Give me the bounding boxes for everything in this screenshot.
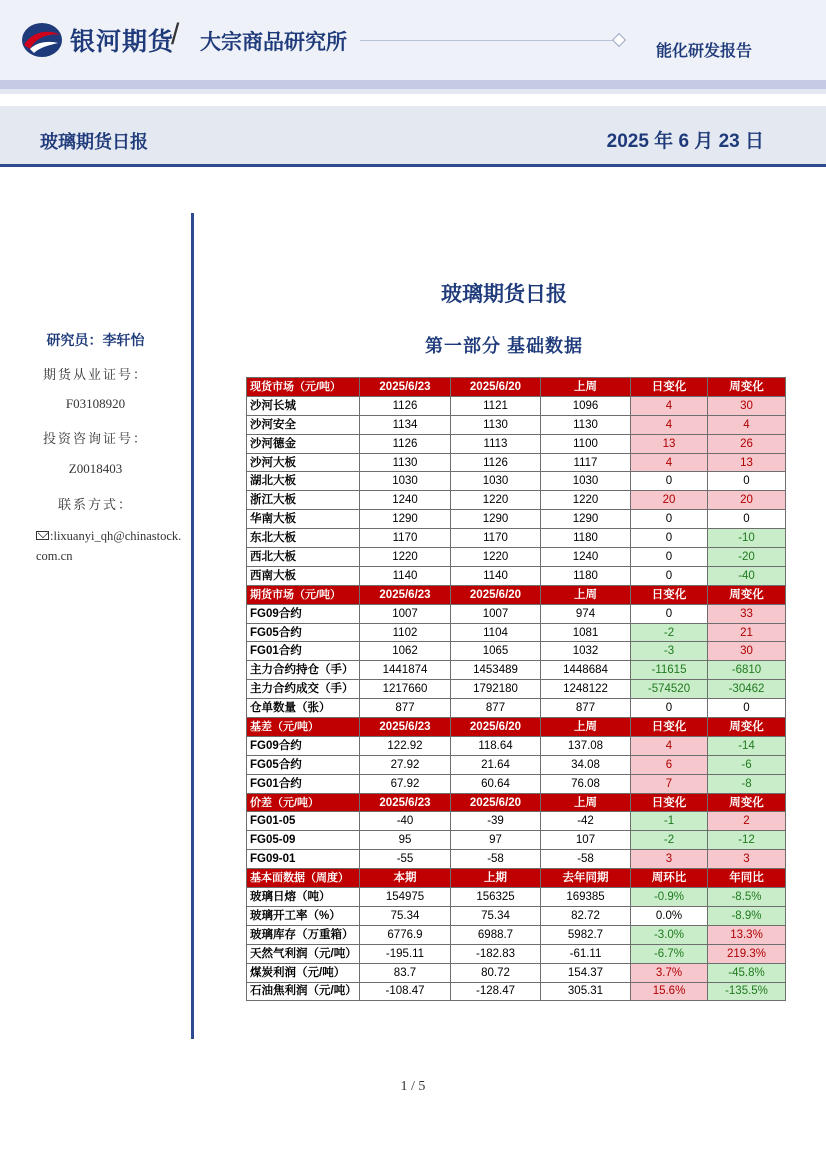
data-cell: 1290: [541, 510, 631, 529]
table-row: [247, 812, 786, 831]
table-row: [247, 396, 786, 415]
data-cell: -30462: [708, 680, 786, 699]
data-cell: -3.0%: [631, 925, 708, 944]
data-cell: -574520: [631, 680, 708, 699]
data-cell: 26: [708, 434, 786, 453]
table-row: [247, 661, 786, 680]
row-label: 沙河长城: [247, 396, 360, 415]
row-label: FG01合约: [247, 642, 360, 661]
data-cell: 0: [708, 699, 786, 718]
row-label: 浙江大板: [247, 491, 360, 510]
data-cell: 1065: [451, 642, 541, 661]
data-cell: 154.37: [541, 963, 631, 982]
header-cell: 2025/6/20: [451, 793, 541, 812]
data-cell: 1117: [541, 453, 631, 472]
data-cell: 0: [708, 510, 786, 529]
header-cell: 日变化: [631, 585, 708, 604]
table-row: [247, 963, 786, 982]
data-cell: 1130: [360, 453, 451, 472]
document-title: 玻璃期货日报: [441, 283, 567, 306]
data-cell: 21.64: [451, 755, 541, 774]
data-cell: 33: [708, 604, 786, 623]
data-cell: 1170: [360, 529, 451, 548]
data-cell: 7: [631, 774, 708, 793]
table-row: [247, 623, 786, 642]
data-cell: 1180: [541, 566, 631, 585]
row-label: FG09合约: [247, 736, 360, 755]
data-cell: 1217660: [360, 680, 451, 699]
table-row: [247, 850, 786, 869]
data-cell: 877: [541, 699, 631, 718]
data-cell: 1121: [451, 396, 541, 415]
page-number: 1 / 5: [400, 1079, 426, 1094]
data-cell: 1007: [451, 604, 541, 623]
header-cell: 基本面数据（周度）: [247, 869, 360, 888]
consult-value: Z0018403: [68, 461, 123, 476]
data-cell: -40: [360, 812, 451, 831]
header-cell: 年同比: [708, 869, 786, 888]
data-cell: -3: [631, 642, 708, 661]
data-cell: 1126: [360, 396, 451, 415]
data-cell: 137.08: [541, 736, 631, 755]
header-cell: 上周: [541, 378, 631, 397]
data-cell: 75.34: [451, 906, 541, 925]
header-cell: 期货市场（元/吨）: [247, 585, 360, 604]
header-cell: 2025/6/20: [451, 718, 541, 737]
header-cell: 周变化: [708, 793, 786, 812]
institute-name: 大宗商品研究所: [200, 31, 347, 54]
data-cell: -55: [360, 850, 451, 869]
row-label: 玻璃开工率（%）: [247, 906, 360, 925]
row-label: 煤炭利润（元/吨）: [247, 963, 360, 982]
data-cell: -8: [708, 774, 786, 793]
table-section-header: [247, 378, 786, 397]
data-cell: 15.6%: [631, 982, 708, 1001]
data-cell: 97: [451, 831, 541, 850]
table-row: [247, 566, 786, 585]
table-row: [247, 680, 786, 699]
data-cell: -108.47: [360, 982, 451, 1001]
table-row: [247, 491, 786, 510]
data-cell: 3: [631, 850, 708, 869]
data-cell: -58: [451, 850, 541, 869]
header-cell: 2025/6/20: [451, 378, 541, 397]
table-section-header: [247, 793, 786, 812]
data-cell: 82.72: [541, 906, 631, 925]
table-row: [247, 888, 786, 907]
data-cell: -42: [541, 812, 631, 831]
department-label: 能化研发报告: [655, 43, 752, 60]
data-cell: 6988.7: [451, 925, 541, 944]
data-cell: -6.7%: [631, 944, 708, 963]
data-cell: 0: [631, 529, 708, 548]
data-cell: 4: [631, 396, 708, 415]
data-cell: 1290: [360, 510, 451, 529]
data-cell: 83.7: [360, 963, 451, 982]
data-cell: 80.72: [451, 963, 541, 982]
data-cell: 67.92: [360, 774, 451, 793]
data-cell: 0: [708, 472, 786, 491]
data-cell: 877: [360, 699, 451, 718]
header-cell: 日变化: [631, 718, 708, 737]
data-cell: 1032: [541, 642, 631, 661]
row-label: 主力合约持仓（手）: [247, 661, 360, 680]
data-cell: -8.9%: [708, 906, 786, 925]
data-cell: 30: [708, 396, 786, 415]
data-cell: 27.92: [360, 755, 451, 774]
row-label: 华南大板: [247, 510, 360, 529]
data-cell: 76.08: [541, 774, 631, 793]
data-cell: 1126: [451, 453, 541, 472]
data-cell: 122.92: [360, 736, 451, 755]
brand-name: 银河期货: [70, 28, 175, 56]
header-cell: 2025/6/23: [360, 378, 451, 397]
data-cell: 1240: [360, 491, 451, 510]
data-cell: 4: [631, 453, 708, 472]
contact-email[interactable]: :lixuanyi_qh@chinastock.com.cn: [36, 529, 182, 563]
row-label: FG01-05: [247, 812, 360, 831]
data-cell: -12: [708, 831, 786, 850]
data-cell: 4: [631, 415, 708, 434]
data-cell: 1096: [541, 396, 631, 415]
header-stripe: [0, 80, 826, 89]
row-label: FG01合约: [247, 774, 360, 793]
row-label: 西北大板: [247, 548, 360, 567]
data-cell: 1030: [360, 472, 451, 491]
section-title: 第一部分 基础数据: [424, 336, 583, 356]
table-row: [247, 472, 786, 491]
data-cell: 1220: [451, 491, 541, 510]
data-cell: -39: [451, 812, 541, 831]
data-cell: -2: [631, 831, 708, 850]
data-cell: 2: [708, 812, 786, 831]
data-cell: -58: [541, 850, 631, 869]
data-cell: -6810: [708, 661, 786, 680]
data-cell: 34.08: [541, 755, 631, 774]
data-cell: -2: [631, 623, 708, 642]
researcher-name: 研究员：李轩怡: [46, 332, 145, 348]
row-label: 玻璃日熔（吨）: [247, 888, 360, 907]
data-cell: 219.3%: [708, 944, 786, 963]
data-cell: 1140: [451, 566, 541, 585]
table-row: [247, 774, 786, 793]
data-cell: 1130: [541, 415, 631, 434]
table-row: [247, 982, 786, 1001]
data-cell: -128.47: [451, 982, 541, 1001]
data-cell: 21: [708, 623, 786, 642]
data-cell: 20: [631, 491, 708, 510]
data-cell: 6776.9: [360, 925, 451, 944]
report-date: 2025 年 6 月 23 日: [606, 131, 764, 152]
data-cell: 0: [631, 548, 708, 567]
email-text[interactable]: lixuanyi_qh@chinastock.com.cn: [36, 529, 182, 563]
data-cell: -61.11: [541, 944, 631, 963]
data-cell: 1220: [541, 491, 631, 510]
table-row: [247, 510, 786, 529]
data-cell: 1062: [360, 642, 451, 661]
header-cell: 日变化: [631, 378, 708, 397]
license-label: 期货从业证号：: [42, 367, 148, 382]
data-cell: 0: [631, 604, 708, 623]
header-cell: 上周: [541, 718, 631, 737]
header-cell: 周环比: [631, 869, 708, 888]
table-section-header: [247, 869, 786, 888]
data-cell: -14: [708, 736, 786, 755]
data-cell: -182.83: [451, 944, 541, 963]
data-cell: 1792180: [451, 680, 541, 699]
header-cell: 基差（元/吨）: [247, 718, 360, 737]
data-cell: 1134: [360, 415, 451, 434]
row-label: 沙河德金: [247, 434, 360, 453]
data-cell: -135.5%: [708, 982, 786, 1001]
data-cell: 1441874: [360, 661, 451, 680]
data-cell: 1113: [451, 434, 541, 453]
data-cell: 154975: [360, 888, 451, 907]
data-cell: 1007: [360, 604, 451, 623]
report-title: 玻璃期货日报: [40, 132, 148, 152]
contact-label: 联系方式：: [57, 497, 133, 512]
header-cell: 价差（元/吨）: [247, 793, 360, 812]
table-row: [247, 831, 786, 850]
data-cell: 4: [631, 736, 708, 755]
data-cell: 169385: [541, 888, 631, 907]
header-cell: 上周: [541, 793, 631, 812]
table-row: [247, 925, 786, 944]
header-cell: 周变化: [708, 585, 786, 604]
brand-separator: /: [171, 18, 180, 51]
table-row: [247, 529, 786, 548]
table-section-header: [247, 718, 786, 737]
table-row: [247, 906, 786, 925]
header-cell: 去年同期: [541, 869, 631, 888]
data-cell: -8.5%: [708, 888, 786, 907]
consult-label: 投资咨询证号：: [42, 431, 148, 446]
data-cell: -45.8%: [708, 963, 786, 982]
data-cell: 1030: [451, 472, 541, 491]
data-cell: 4: [708, 415, 786, 434]
data-cell: -11615: [631, 661, 708, 680]
data-cell: 13: [708, 453, 786, 472]
header-cell: 本期: [360, 869, 451, 888]
row-label: FG05合约: [247, 623, 360, 642]
row-label: 主力合约成交（手）: [247, 680, 360, 699]
table-row: [247, 755, 786, 774]
data-cell: -20: [708, 548, 786, 567]
decorative-line: [360, 40, 615, 41]
galaxy-logo-icon: [20, 21, 64, 59]
data-cell: -40: [708, 566, 786, 585]
data-cell: 1170: [451, 529, 541, 548]
basic-data-table: [246, 377, 786, 1001]
row-label: 沙河大板: [247, 453, 360, 472]
data-cell: 1100: [541, 434, 631, 453]
row-label: 石油焦利润（元/吨）: [247, 982, 360, 1001]
data-cell: 118.64: [451, 736, 541, 755]
table-row: [247, 642, 786, 661]
header-cell: 上周: [541, 585, 631, 604]
header-cell: 日变化: [631, 793, 708, 812]
data-cell: -195.11: [360, 944, 451, 963]
data-cell: 305.31: [541, 982, 631, 1001]
data-cell: 0: [631, 510, 708, 529]
data-cell: 877: [451, 699, 541, 718]
header-cell: 2025/6/20: [451, 585, 541, 604]
data-cell: -6: [708, 755, 786, 774]
data-cell: 3.7%: [631, 963, 708, 982]
row-label: FG09合约: [247, 604, 360, 623]
data-cell: -10: [708, 529, 786, 548]
data-cell: 1126: [360, 434, 451, 453]
table-row: [247, 415, 786, 434]
header-cell: 周变化: [708, 378, 786, 397]
license-value: F03108920: [65, 396, 126, 411]
data-cell: 13.3%: [708, 925, 786, 944]
data-cell: 6: [631, 755, 708, 774]
header-cell: 2025/6/23: [360, 718, 451, 737]
row-label: 湖北大板: [247, 472, 360, 491]
data-cell: 13: [631, 434, 708, 453]
row-label: 天然气利润（元/吨）: [247, 944, 360, 963]
table-row: [247, 699, 786, 718]
table-row: [247, 944, 786, 963]
table-section-header: [247, 585, 786, 604]
data-cell: 1220: [360, 548, 451, 567]
data-cell: 1290: [451, 510, 541, 529]
data-cell: -0.9%: [631, 888, 708, 907]
header-cell: 2025/6/23: [360, 585, 451, 604]
title-band-rule: [0, 164, 826, 167]
header-cell: 周变化: [708, 718, 786, 737]
data-cell: 156325: [451, 888, 541, 907]
data-cell: 95: [360, 831, 451, 850]
data-cell: 1030: [541, 472, 631, 491]
data-cell: 0.0%: [631, 906, 708, 925]
data-cell: 75.34: [360, 906, 451, 925]
table-row: [247, 736, 786, 755]
data-cell: 0: [631, 566, 708, 585]
mail-icon: [36, 531, 49, 540]
data-cell: -1: [631, 812, 708, 831]
data-cell: 1104: [451, 623, 541, 642]
data-cell: 1102: [360, 623, 451, 642]
data-cell: 107: [541, 831, 631, 850]
header-stripe-light: [0, 89, 826, 94]
data-cell: 3: [708, 850, 786, 869]
row-label: 西南大板: [247, 566, 360, 585]
table-row: [247, 453, 786, 472]
header-cell: 上期: [451, 869, 541, 888]
data-cell: 1248122: [541, 680, 631, 699]
data-cell: 1140: [360, 566, 451, 585]
data-cell: 1240: [541, 548, 631, 567]
data-cell: 1453489: [451, 661, 541, 680]
row-label: FG05-09: [247, 831, 360, 850]
data-cell: 1130: [451, 415, 541, 434]
table-row: [247, 434, 786, 453]
row-label: 玻璃库存（万重箱）: [247, 925, 360, 944]
data-cell: 1220: [451, 548, 541, 567]
header-cell: 现货市场（元/吨）: [247, 378, 360, 397]
row-label: FG05合约: [247, 755, 360, 774]
data-cell: 30: [708, 642, 786, 661]
row-label: FG09-01: [247, 850, 360, 869]
row-label: 东北大板: [247, 529, 360, 548]
table-row: [247, 604, 786, 623]
table-row: [247, 548, 786, 567]
data-cell: 974: [541, 604, 631, 623]
data-cell: 1180: [541, 529, 631, 548]
data-cell: 0: [631, 472, 708, 491]
header-cell: 2025/6/23: [360, 793, 451, 812]
row-label: 沙河安全: [247, 415, 360, 434]
data-cell: 20: [708, 491, 786, 510]
data-cell: 5982.7: [541, 925, 631, 944]
data-cell: 1081: [541, 623, 631, 642]
data-cell: 0: [631, 699, 708, 718]
row-label: 仓单数量（张）: [247, 699, 360, 718]
data-cell: 60.64: [451, 774, 541, 793]
data-cell: 1448684: [541, 661, 631, 680]
